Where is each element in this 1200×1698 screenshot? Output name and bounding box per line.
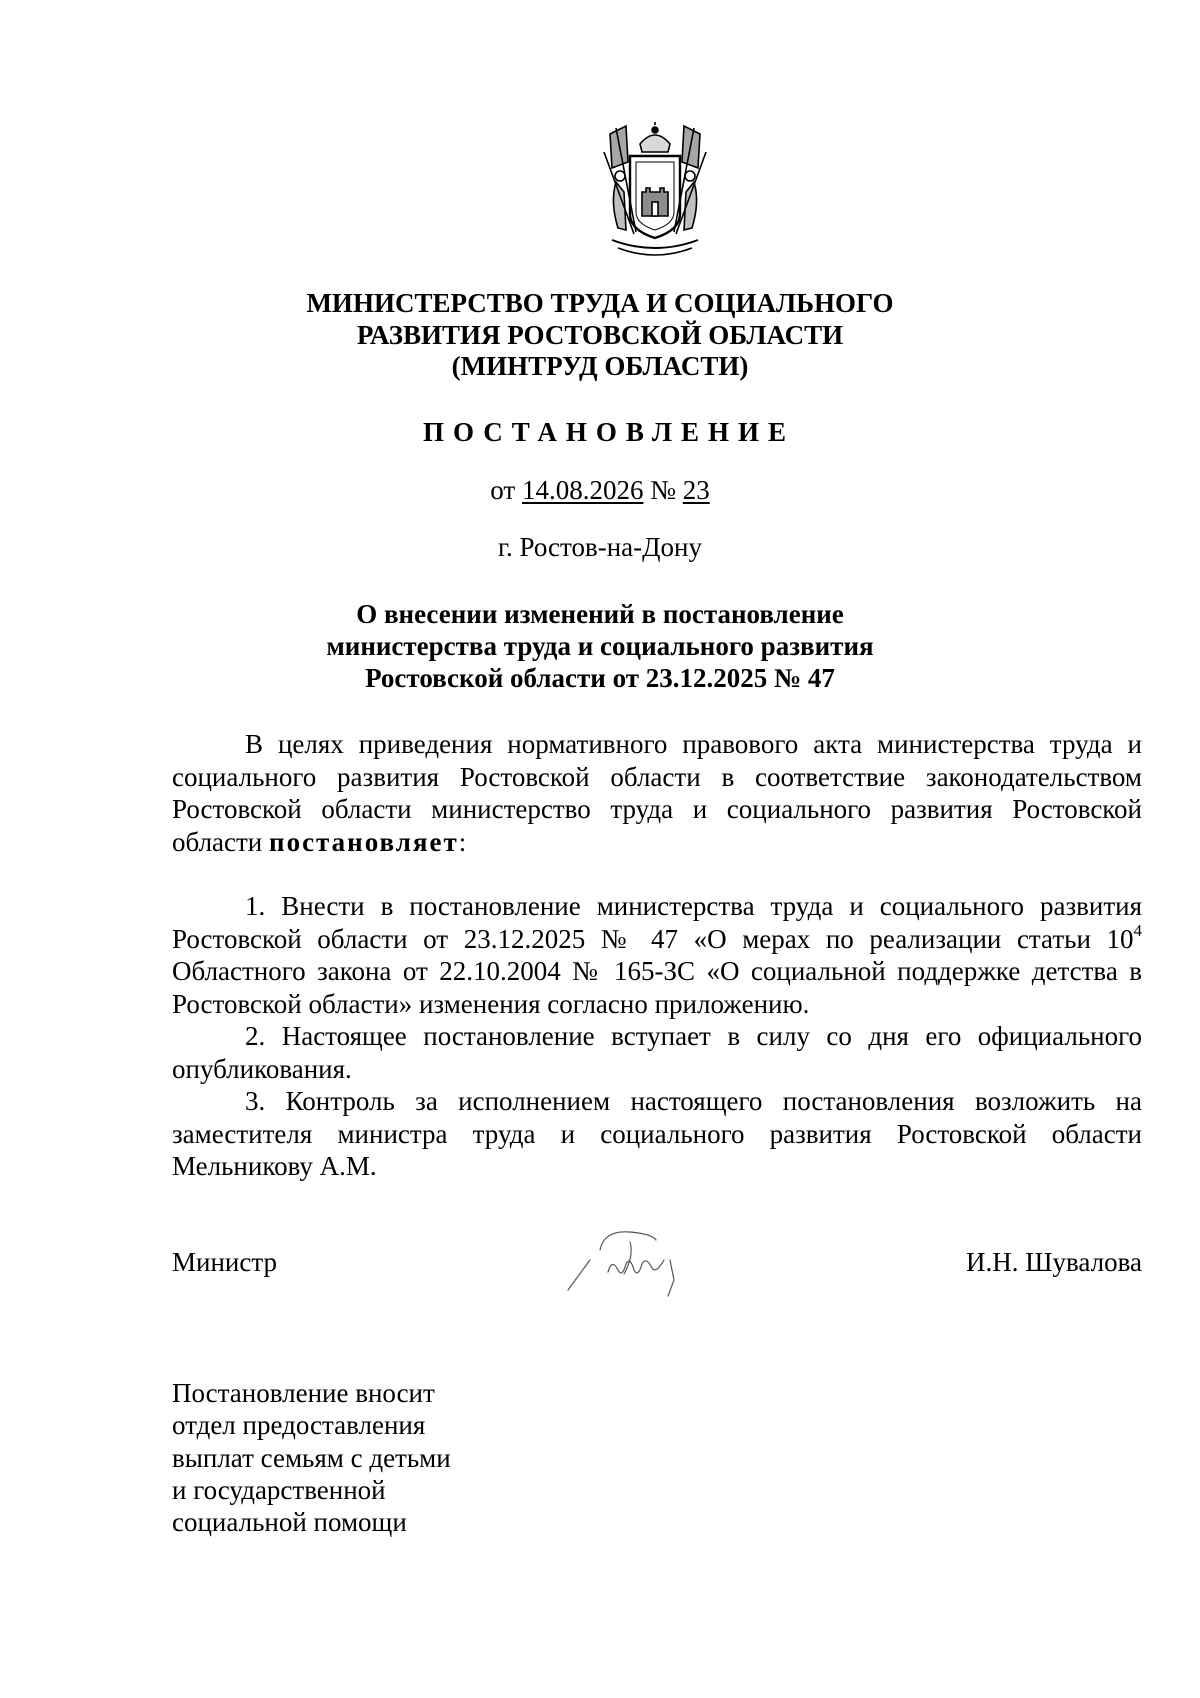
item-1-text: 1. Внести в постановление министерства труда и социального развития Ростовской области от 23.12.2025 № 47 «О мерах по реализации статьи 10 xyxy=(172,891,1142,954)
ministry-line-2: РАЗВИТИЯ РОСТОВСКОЙ ОБЛАСТИ xyxy=(356,319,844,350)
ministry-name xyxy=(0,288,1200,383)
document-number: 23 xyxy=(682,475,710,505)
coat-of-arms-emblem xyxy=(596,122,714,262)
document-date: 14.08.2026 xyxy=(521,475,644,505)
footer-line-5: социальной помощи xyxy=(172,1507,407,1538)
item-3-text: 3. Контроль за исполнением настоящего постановления возложить на заместителя министра труда и социального развития Ростовской области Мельникову А.М. xyxy=(172,1086,1142,1181)
city-line: г. Ростов-на-Дону xyxy=(497,532,702,562)
resolve-word: постановляет xyxy=(269,826,459,857)
signatory-position: Министр xyxy=(172,1247,277,1277)
ministry-line-3: (МИНТРУД ОБЛАСТИ) xyxy=(451,351,749,381)
date-number-line xyxy=(0,475,1200,506)
subject-line-2: министерства труда и социального развития xyxy=(326,631,874,661)
footer-line-2: отдел предоставления xyxy=(172,1410,426,1441)
subject-line-1: О внесении изменений в постановление xyxy=(356,599,844,629)
item-1-text-cont: Областного закона от 22.10.2004 № 165-ЗС «О социальной поддержке детства в Ростовской области» изменения согласно приложению. xyxy=(172,956,1142,1019)
document-type: ПОСТАНОВЛЕНИЕ xyxy=(422,417,796,447)
prepared-by-note xyxy=(172,1377,451,1538)
ministry-line-1: МИНИСТЕРСТВО ТРУДА И СОЦИАЛЬНОГО xyxy=(306,288,894,318)
preamble xyxy=(172,728,1142,858)
subject-line-3: Ростовской области от 23.12.2025 № 47 xyxy=(365,663,835,693)
item-2-text: 2. Настоящее постановление вступает в силу со дня его официального опубликования. xyxy=(172,1021,1142,1084)
footer-line-1: Постановление вносит xyxy=(172,1378,435,1408)
footer-line-4: и государственной xyxy=(172,1474,386,1505)
resolution-item-1 xyxy=(172,890,1142,1020)
signatory-name: И.Н. Шувалова xyxy=(966,1247,1142,1277)
resolution-items xyxy=(172,890,1142,1183)
handwritten-signature xyxy=(560,1220,700,1300)
resolution-item-2 xyxy=(172,1020,1142,1085)
footer-line-3: выплат семьям с детьми xyxy=(172,1442,451,1473)
date-prefix: от xyxy=(490,475,516,505)
article-superscript: 4 xyxy=(1133,920,1142,940)
preamble-tail: : xyxy=(458,826,467,857)
preamble-text: В целях приведения нормативного правового акта министерства труда и социального развития Ростовской области в соответствие законодательством Ростовской области министерство труда и социального развития Ростовской области xyxy=(172,729,1142,857)
document-subject xyxy=(0,598,1200,694)
number-sign: № xyxy=(650,475,676,505)
resolution-item-3 xyxy=(172,1085,1142,1183)
